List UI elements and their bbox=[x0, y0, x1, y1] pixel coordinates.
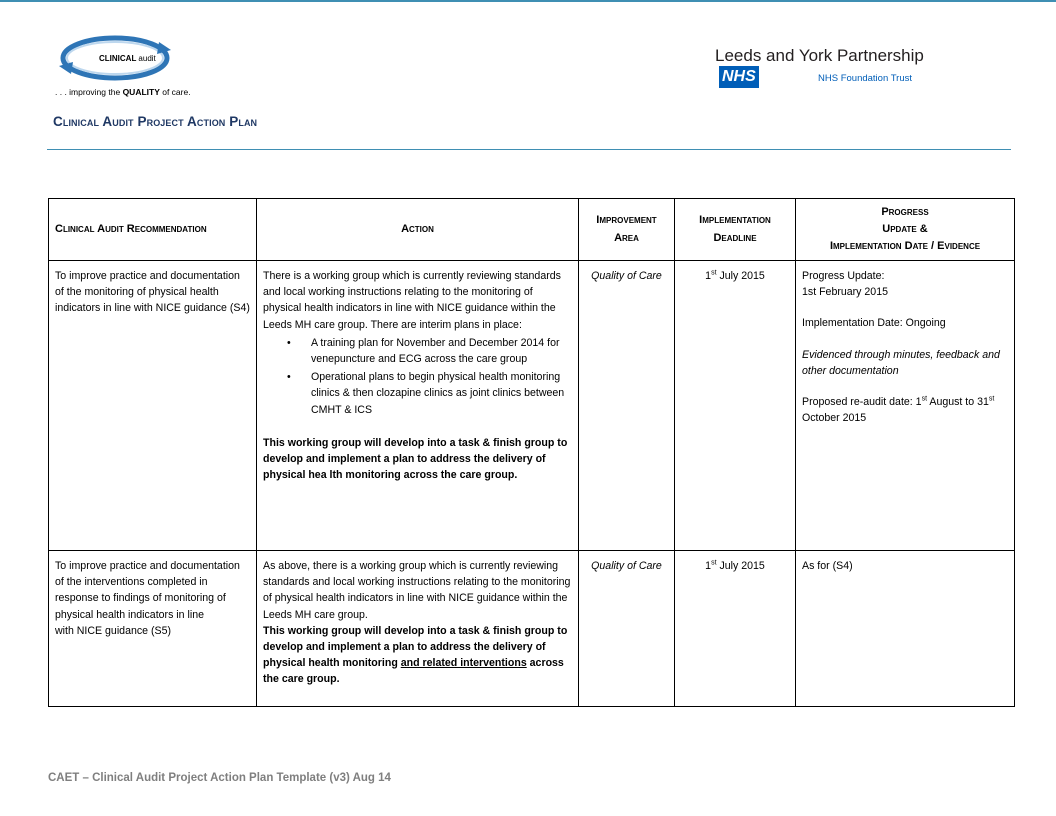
deadline-suffix: st bbox=[711, 559, 717, 567]
progress-cell bbox=[796, 261, 1015, 551]
list-item: • Operational plans to begin physical health monitoring clinics & then clozapine clinics as joint clinics between CMHT & ICS bbox=[311, 369, 572, 418]
action-cell bbox=[257, 261, 579, 551]
reaudit-sup1: st bbox=[921, 395, 928, 403]
action-intro: There is a working group which is currently reviewing standards and local working instructions relating to the monitoring of physical health indicators in line with NICE guidance within the Leeds MH care group. There are interim plans in place: bbox=[263, 270, 561, 331]
header-deadline-l2: Deadline bbox=[713, 231, 757, 244]
logo-wordmark bbox=[99, 54, 156, 63]
nhs-badge: NHS bbox=[719, 66, 759, 88]
logo-bold: CLINICAL bbox=[99, 54, 137, 63]
table-row bbox=[49, 261, 1015, 551]
area-cell: Quality of Care bbox=[579, 551, 675, 707]
progress-cell: As for (S4) bbox=[796, 551, 1015, 707]
logo-tagline bbox=[55, 87, 191, 97]
trust-subtitle: NHS Foundation Trust bbox=[818, 73, 912, 84]
reaudit-post: October 2015 bbox=[802, 412, 867, 425]
action-commitment bbox=[263, 623, 572, 688]
header-progress-l1: Progress bbox=[881, 205, 929, 218]
deadline-day: 1 bbox=[705, 270, 712, 282]
reaudit-date bbox=[802, 394, 1008, 426]
header-progress-l3: Implementation Date / Evidence bbox=[829, 240, 981, 253]
header-progress-l2: Update & bbox=[882, 222, 928, 235]
recommendation-cell: To improve practice and documentation of the monitoring of physical health indicators in line with NICE guidance (S4) bbox=[49, 261, 257, 551]
action-bullets bbox=[263, 335, 572, 418]
deadline-suffix: st bbox=[711, 269, 717, 277]
deadline-cell bbox=[675, 551, 796, 707]
list-item: • A training plan for November and December 2014 for venepuncture and ECG across the care group bbox=[311, 335, 572, 367]
reaudit-mid: August to 31 bbox=[927, 396, 989, 409]
header-area-l1: Improvement bbox=[596, 214, 657, 227]
trust-name: Leeds and York Partnership bbox=[715, 46, 924, 65]
recommendation-cell bbox=[49, 551, 257, 707]
logo-light: audit bbox=[138, 54, 156, 63]
area-cell: Quality of Care bbox=[579, 261, 675, 551]
action-bold: This working group will develop into a task & finish group to develop and implement a plan to address the delivery of physical health monitoring bbox=[263, 624, 568, 670]
reaudit-pre: Proposed re-audit date: 1 bbox=[802, 396, 922, 409]
tagline-bold: QUALITY bbox=[122, 87, 160, 97]
reaudit-sup2: st bbox=[988, 395, 995, 403]
deadline-cell bbox=[675, 261, 796, 551]
header-progress bbox=[796, 199, 1015, 261]
action-commitment: This working group will develop into a task & finish group to develop and implement a plan to address the delivery of physical hea lth monitoring across the care group. bbox=[263, 436, 568, 482]
header-deadline bbox=[675, 199, 796, 261]
top-rule bbox=[0, 0, 1056, 2]
implementation-date: Implementation Date: Ongoing bbox=[802, 317, 946, 330]
action-underlined: and related interventions bbox=[400, 657, 527, 670]
table-header-row bbox=[49, 199, 1015, 261]
deadline-day: 1 bbox=[705, 560, 712, 572]
title-rule bbox=[47, 149, 1011, 150]
header-recommendation: Clinical Audit Recommendation bbox=[49, 199, 257, 261]
trust-logo bbox=[715, 46, 965, 88]
page-footer: CAET – Clinical Audit Project Action Plan Template (v3) Aug 14 bbox=[48, 772, 391, 784]
page-title: Clinical Audit Project Action Plan bbox=[53, 114, 258, 129]
clinical-audit-logo bbox=[55, 34, 215, 100]
header-deadline-l1: Implementation bbox=[699, 214, 771, 227]
header-area-l2: Area bbox=[614, 231, 639, 244]
tagline-pre: . . . improving the bbox=[55, 87, 123, 97]
table-row bbox=[49, 551, 1015, 707]
action-plan-table bbox=[48, 198, 1015, 707]
recommendation-line-2: with NICE guidance (S5) bbox=[55, 624, 171, 637]
deadline-rest: July 2015 bbox=[716, 270, 765, 282]
action-intro: As above, there is a working group which is currently reviewing standards and local working instructions relating to the monitoring of physical health indicators in line with NICE guidance within the Leeds MH care group. bbox=[263, 560, 571, 621]
header-action: Action bbox=[257, 199, 579, 261]
header-area bbox=[579, 199, 675, 261]
progress-update-date: 1st February 2015 bbox=[802, 286, 888, 299]
recommendation-line-1: To improve practice and documentation of the interventions completed in response to findings of monitoring of physical health indicators in line bbox=[55, 560, 240, 621]
progress-update-label: Progress Update: bbox=[802, 270, 885, 282]
tagline-post: of care. bbox=[159, 87, 191, 97]
evidence-text: Evidenced through minutes, feedback and other documentation bbox=[802, 348, 1000, 377]
deadline-rest: July 2015 bbox=[716, 560, 765, 572]
action-tail: across the care group. bbox=[263, 657, 564, 686]
action-cell bbox=[257, 551, 579, 707]
